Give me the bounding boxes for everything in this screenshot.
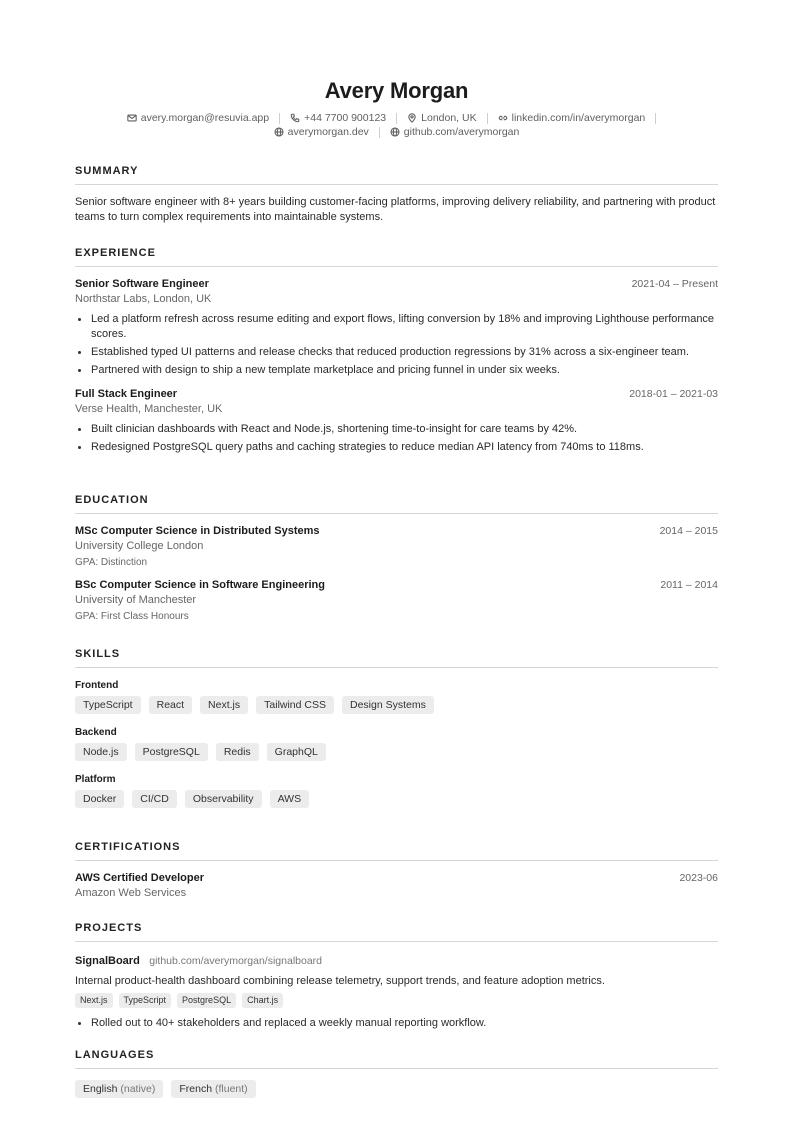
bullet-list — [75, 422, 718, 455]
language-level: (fluent) — [215, 1083, 248, 1095]
language-chip — [171, 1080, 255, 1098]
skill-group — [75, 773, 718, 808]
projects-section — [75, 921, 718, 1034]
bullet-item: Built clinician dashboards with React and Node.js, shortening time-to-insight for care teams by 42%. — [75, 422, 718, 437]
job-title: Full Stack Engineer — [75, 388, 178, 400]
certification-date: 2023-06 — [679, 872, 718, 884]
skill-chip: GraphQL — [267, 743, 326, 761]
skill-chips — [75, 743, 718, 761]
candidate-name: Avery Morgan — [324, 78, 469, 103]
job-title: Senior Software Engineer — [75, 278, 209, 290]
section-title: LANGUAGES — [75, 1048, 718, 1069]
gpa: GPA: First Class Honours — [75, 611, 189, 622]
phone-text: +44 7700 900123 — [304, 112, 387, 124]
experience-entry — [75, 387, 718, 455]
job-dates: 2021-04 – Present — [631, 278, 718, 290]
section-title: PROJECTS — [75, 921, 718, 942]
section-title: EXPERIENCE — [75, 246, 718, 267]
company: Northstar Labs, London, UK — [75, 293, 212, 305]
tech-chip: Chart.js — [242, 993, 283, 1008]
project-link[interactable]: github.com/averymorgan/signalboard — [149, 955, 323, 967]
language-name: French — [179, 1083, 213, 1095]
skill-group-label: Backend — [75, 727, 117, 738]
skill-group — [75, 679, 718, 714]
summary-text: Senior software engineer with 8+ years building customer-facing platforms, improving delivery reliability, and partnering with product teams to turn complex requirements into maintainable systems. — [75, 196, 716, 223]
section-title: EDUCATION — [75, 493, 718, 514]
language-name: English — [83, 1083, 118, 1095]
certification-name: AWS Certified Developer — [75, 872, 204, 884]
experience-section — [75, 246, 718, 458]
resume-header — [75, 0, 718, 139]
contact-location — [407, 111, 476, 125]
contact-github[interactable] — [390, 125, 520, 139]
skills-section — [75, 647, 718, 808]
degree: BSc Computer Science in Software Engineering — [75, 579, 325, 591]
language-chips — [75, 1080, 718, 1098]
tech-chip: TypeScript — [119, 993, 172, 1008]
contact-row-1 — [75, 111, 718, 125]
github-text: github.com/averymorgan — [403, 126, 520, 138]
skill-chip: Docker — [75, 790, 124, 808]
bullet-item: Led a platform refresh across resume editing and export flows, lifting conversion by 18% and improving Lighthouse performance scores. — [75, 312, 718, 342]
skill-chip: React — [149, 696, 192, 714]
bullet-list — [75, 312, 718, 378]
certification-entry — [75, 871, 718, 901]
skill-group — [75, 726, 718, 761]
divider — [487, 113, 488, 124]
contact-row-2 — [75, 125, 718, 139]
globe-icon — [274, 127, 284, 137]
bullet-item: Established typed UI patterns and release checks that reduced production regressions by 31% across a six-engineer team. — [75, 345, 718, 360]
skill-chip: Node.js — [75, 743, 127, 761]
education-dates: 2011 – 2014 — [660, 579, 718, 591]
skill-group-label: Frontend — [75, 680, 119, 691]
skill-chip: Redis — [216, 743, 259, 761]
degree: MSc Computer Science in Distributed Systems — [75, 525, 320, 537]
bullet-item: Partnered with design to ship a new template marketplace and pricing funnel in under six weeks. — [75, 363, 718, 378]
skill-chips — [75, 790, 718, 808]
email-text: avery.morgan@resuvia.app — [140, 112, 270, 124]
skill-chips — [75, 696, 718, 714]
contact-info — [75, 111, 718, 139]
contact-phone[interactable] — [290, 111, 386, 125]
school: University of Manchester — [75, 594, 197, 606]
project-tech-chips — [75, 993, 718, 1008]
globe-icon — [390, 127, 400, 137]
gpa: GPA: Distinction — [75, 557, 148, 568]
link-icon — [498, 113, 508, 123]
company: Verse Health, Manchester, UK — [75, 403, 223, 415]
section-title: SKILLS — [75, 647, 718, 668]
certifications-section — [75, 840, 718, 901]
skill-chip: AWS — [270, 790, 310, 808]
contact-website[interactable] — [274, 125, 369, 139]
skill-chip: PostgreSQL — [135, 743, 208, 761]
skill-chip: Design Systems — [342, 696, 434, 714]
divider — [655, 113, 656, 124]
education-entry — [75, 578, 718, 624]
language-level: (native) — [120, 1083, 156, 1095]
divider — [396, 113, 397, 124]
mail-icon — [127, 113, 137, 123]
phone-icon — [290, 113, 300, 123]
linkedin-text: linkedin.com/in/averymorgan — [511, 112, 646, 124]
bullet-item: Redesigned PostgreSQL query paths and caching strategies to reduce median API latency from 740ms to 118ms. — [75, 440, 718, 455]
divider — [279, 113, 280, 124]
divider — [379, 127, 380, 138]
skill-chip: CI/CD — [132, 790, 177, 808]
education-section — [75, 493, 718, 624]
project-name: SignalBoard — [75, 955, 140, 967]
project-description: Internal product-health dashboard combining release telemetry, support trends, and feature adoption metrics. — [75, 975, 605, 987]
certification-issuer: Amazon Web Services — [75, 887, 187, 899]
education-entry — [75, 524, 718, 570]
skill-chip: Tailwind CSS — [256, 696, 334, 714]
tech-chip: Next.js — [75, 993, 113, 1008]
job-dates: 2018-01 – 2021-03 — [629, 388, 718, 400]
skill-chip: Observability — [185, 790, 262, 808]
tech-chip: PostgreSQL — [177, 993, 236, 1008]
resume-page — [75, 0, 718, 1095]
skill-group-label: Platform — [75, 774, 116, 785]
section-title: SUMMARY — [75, 164, 718, 185]
education-dates: 2014 – 2015 — [659, 525, 718, 537]
skill-chip: TypeScript — [75, 696, 141, 714]
bullet-item: Rolled out to 40+ stakeholders and replaced a weekly manual reporting workflow. — [75, 1016, 718, 1031]
language-chip — [75, 1080, 163, 1098]
languages-section — [75, 1048, 718, 1098]
bullet-list — [75, 1016, 718, 1031]
experience-entry — [75, 277, 718, 378]
location-text: London, UK — [421, 112, 477, 124]
school: University College London — [75, 540, 204, 552]
website-text: averymorgan.dev — [287, 126, 369, 138]
section-title: CERTIFICATIONS — [75, 840, 718, 861]
location-pin-icon — [407, 113, 417, 123]
skill-chip: Next.js — [200, 696, 248, 714]
summary-section — [75, 164, 718, 225]
contact-linkedin[interactable] — [498, 111, 646, 125]
project-entry — [75, 952, 718, 1031]
contact-email[interactable] — [127, 111, 269, 125]
